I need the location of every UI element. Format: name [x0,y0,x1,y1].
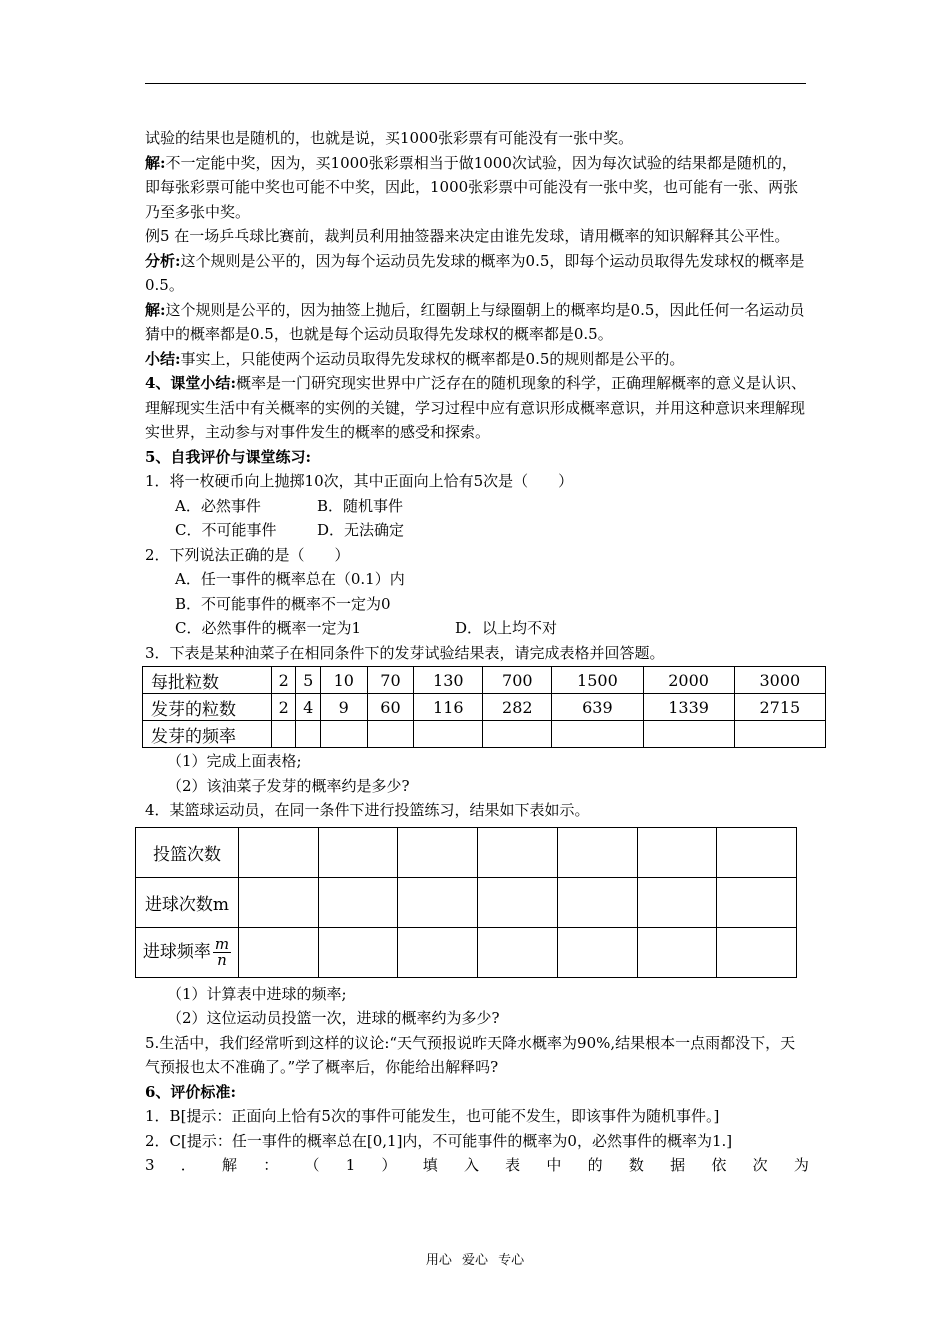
section-heading: 6、评价标准: [145,1082,236,1101]
options-row [145,518,809,543]
label: 小结: [145,349,181,368]
table-cell [318,927,398,977]
table-cell [398,877,478,927]
table-cell [637,877,717,927]
option-d: D．以上均不对 [455,619,558,637]
options-row [145,616,809,641]
table-cell [557,927,637,977]
table-cell [637,927,717,977]
table-row [136,927,797,977]
table-cell: 1500 [552,667,643,694]
table-cell [557,827,637,877]
sub-question: （1）计算表中进球的频率; [167,984,347,1003]
answer-1: 1．B[提示：正面向上恰有5次的事件可能发生，也可能不发生，即该事件为随机事件。] [145,1107,720,1125]
table-row [143,694,826,721]
document-body [142,126,809,1178]
shooting-table [135,827,797,978]
options-row [145,494,809,519]
paragraph: 解:不一定能中奖，因为，买1000张彩票相当于做1000次试验，因为每次试验的结果都是随机的，即每张彩票可能中奖也可能不中奖，因此，1000张彩票中可能没有一张中奖，也可能有一张、两张乃至多张中奖。 [145,153,799,221]
table-cell: 116 [414,694,483,721]
question-5: 5.生活中，我们经常听到这样的议论:“天气预报说昨天降水概率为90%,结果根本一点雨都没下，天气预报也太不准确了。”学了概率后，你能给出解释吗? [145,1033,796,1076]
table-cell [414,721,483,748]
table-cell [272,721,296,748]
germination-table [142,666,826,748]
table-row [143,667,826,694]
table-cell: 130 [414,667,483,694]
option-b: B．随机事件 [317,496,404,515]
table-cell [483,721,552,748]
section-heading: 5、自我评价与课堂练习: [145,447,311,466]
table-cell [239,877,319,927]
table-cell [717,927,797,977]
answer-2: 2．C[提示：任一事件的概率总在[0,1]内，不可能事件的概率为0，必然事件的概率为1.] [145,1131,733,1150]
table-cell: 1339 [643,694,734,721]
question-3: 3．下表是某种油菜子在相同条件下的发芽试验结果表，请完成表格并回答题。 [145,643,665,662]
row-header: 发芽的频率 [143,721,272,748]
table-cell: 2715 [734,694,825,721]
header-rule [145,83,806,84]
table-cell: 60 [367,694,414,721]
option-b: B．不可能事件的概率不一定为0 [175,594,391,613]
sub-question: （2）这位运动员投篮一次，进球的概率约为多少? [167,1009,500,1027]
table-row [143,721,826,748]
table-cell [398,927,478,977]
table-cell [478,827,558,877]
paragraph: 试验的结果也是随机的，也就是说，买1000张彩票有可能没有一张中奖。 [145,129,634,147]
table-row [136,877,797,927]
row-header: 进球次数m [136,877,239,927]
paragraph: 例5 在一场乒乓球比赛前，裁判员利用抽签器来决定由谁先发球，请用概率的知识解释其公平性。 [145,227,790,245]
table-cell: 70 [367,667,414,694]
table-cell [717,877,797,927]
table-cell [318,827,398,877]
table-cell [398,827,478,877]
question-4: 4．某篮球运动员，在同一条件下进行投篮练习，结果如下表如示。 [145,801,590,819]
row-header: 发芽的粒数 [143,694,272,721]
table-cell [478,927,558,977]
paragraph: 小结:事实上，只能使两个运动员取得先发球权的概率都是0.5的规则都是公平的。 [145,349,685,368]
table-cell: 3000 [734,667,825,694]
table-cell: 2 [272,667,296,694]
answer-3: 3 ． 解 ： （ 1 ） 填 入 表 中 的 数 据 依 次 为 [145,1156,809,1174]
option-a: A．必然事件 [175,496,261,515]
row-header: 进球频率 $\frac{m}{n}$ [136,927,239,977]
page-footer: 用心 爱心 专心 [425,1253,525,1268]
table-cell [637,827,717,877]
table-cell: 2000 [643,667,734,694]
row-header: 每批粒数 [143,667,272,694]
section-heading: 4、课堂小结: [145,374,236,392]
table-cell [552,721,643,748]
paragraph: 4、课堂小结:概率是一门研究现实世界中广泛存在的随机现象的科学，正确理解概率的意义是认识、理解现实生活中有关概率的实例的关键，学习过程中应有意识形成概率意识，并用这种意识来理解现实世界，主动参与对事件发生的概率的感受和探索。 [145,374,806,441]
table-cell [318,877,398,927]
option-c: C．不可能事件 [175,521,277,539]
paragraph: 解:这个规则是公平的，因为抽签上抛后，红圈朝上与绿圈朝上的概率均是0.5，因此任何一名运动员猜中的概率都是0.5，也就是每个运动员取得先发球权的概率都是0.5。 [145,300,805,343]
sub-question: （1）完成上面表格; [167,752,302,770]
table-cell [734,721,825,748]
table-cell [296,721,320,748]
table-cell [239,927,319,977]
row-header: 投篮次数 [136,827,239,877]
table-cell [367,721,414,748]
table-cell: 10 [320,667,367,694]
table-cell [557,877,637,927]
table-cell [478,877,558,927]
table-cell: 9 [320,694,367,721]
table-cell: 639 [552,694,643,721]
option-c: C．必然事件的概率一定为1 [175,619,362,637]
label: 解: [145,300,166,319]
table-cell [643,721,734,748]
table-cell: 5 [296,667,320,694]
table-cell: 4 [296,694,320,721]
option-a: A．任一事件的概率总在（0.1）内 [175,570,405,588]
paragraph: 分析:这个规则是公平的，因为每个运动员先发球的概率为0.5，即每个运动员取得先发球权的概率是0.5。 [145,251,805,294]
table-cell: 700 [483,667,552,694]
table-cell: 2 [272,694,296,721]
table-cell [717,827,797,877]
table-row [136,827,797,877]
option-d: D．无法确定 [317,521,405,539]
question-1: 1．将一枚硬币向上抛掷10次，其中正面向上恰有5次是（ ） [145,472,574,490]
fraction: $\frac{m}{n}$ [214,934,230,969]
table-cell [320,721,367,748]
sub-question: （2）该油菜子发芽的概率约是多少? [167,776,410,795]
label: 分析: [145,251,181,270]
label: 解: [145,153,166,172]
table-cell [239,827,319,877]
question-2: 2．下列说法正确的是（ ） [145,545,350,564]
table-cell: 282 [483,694,552,721]
